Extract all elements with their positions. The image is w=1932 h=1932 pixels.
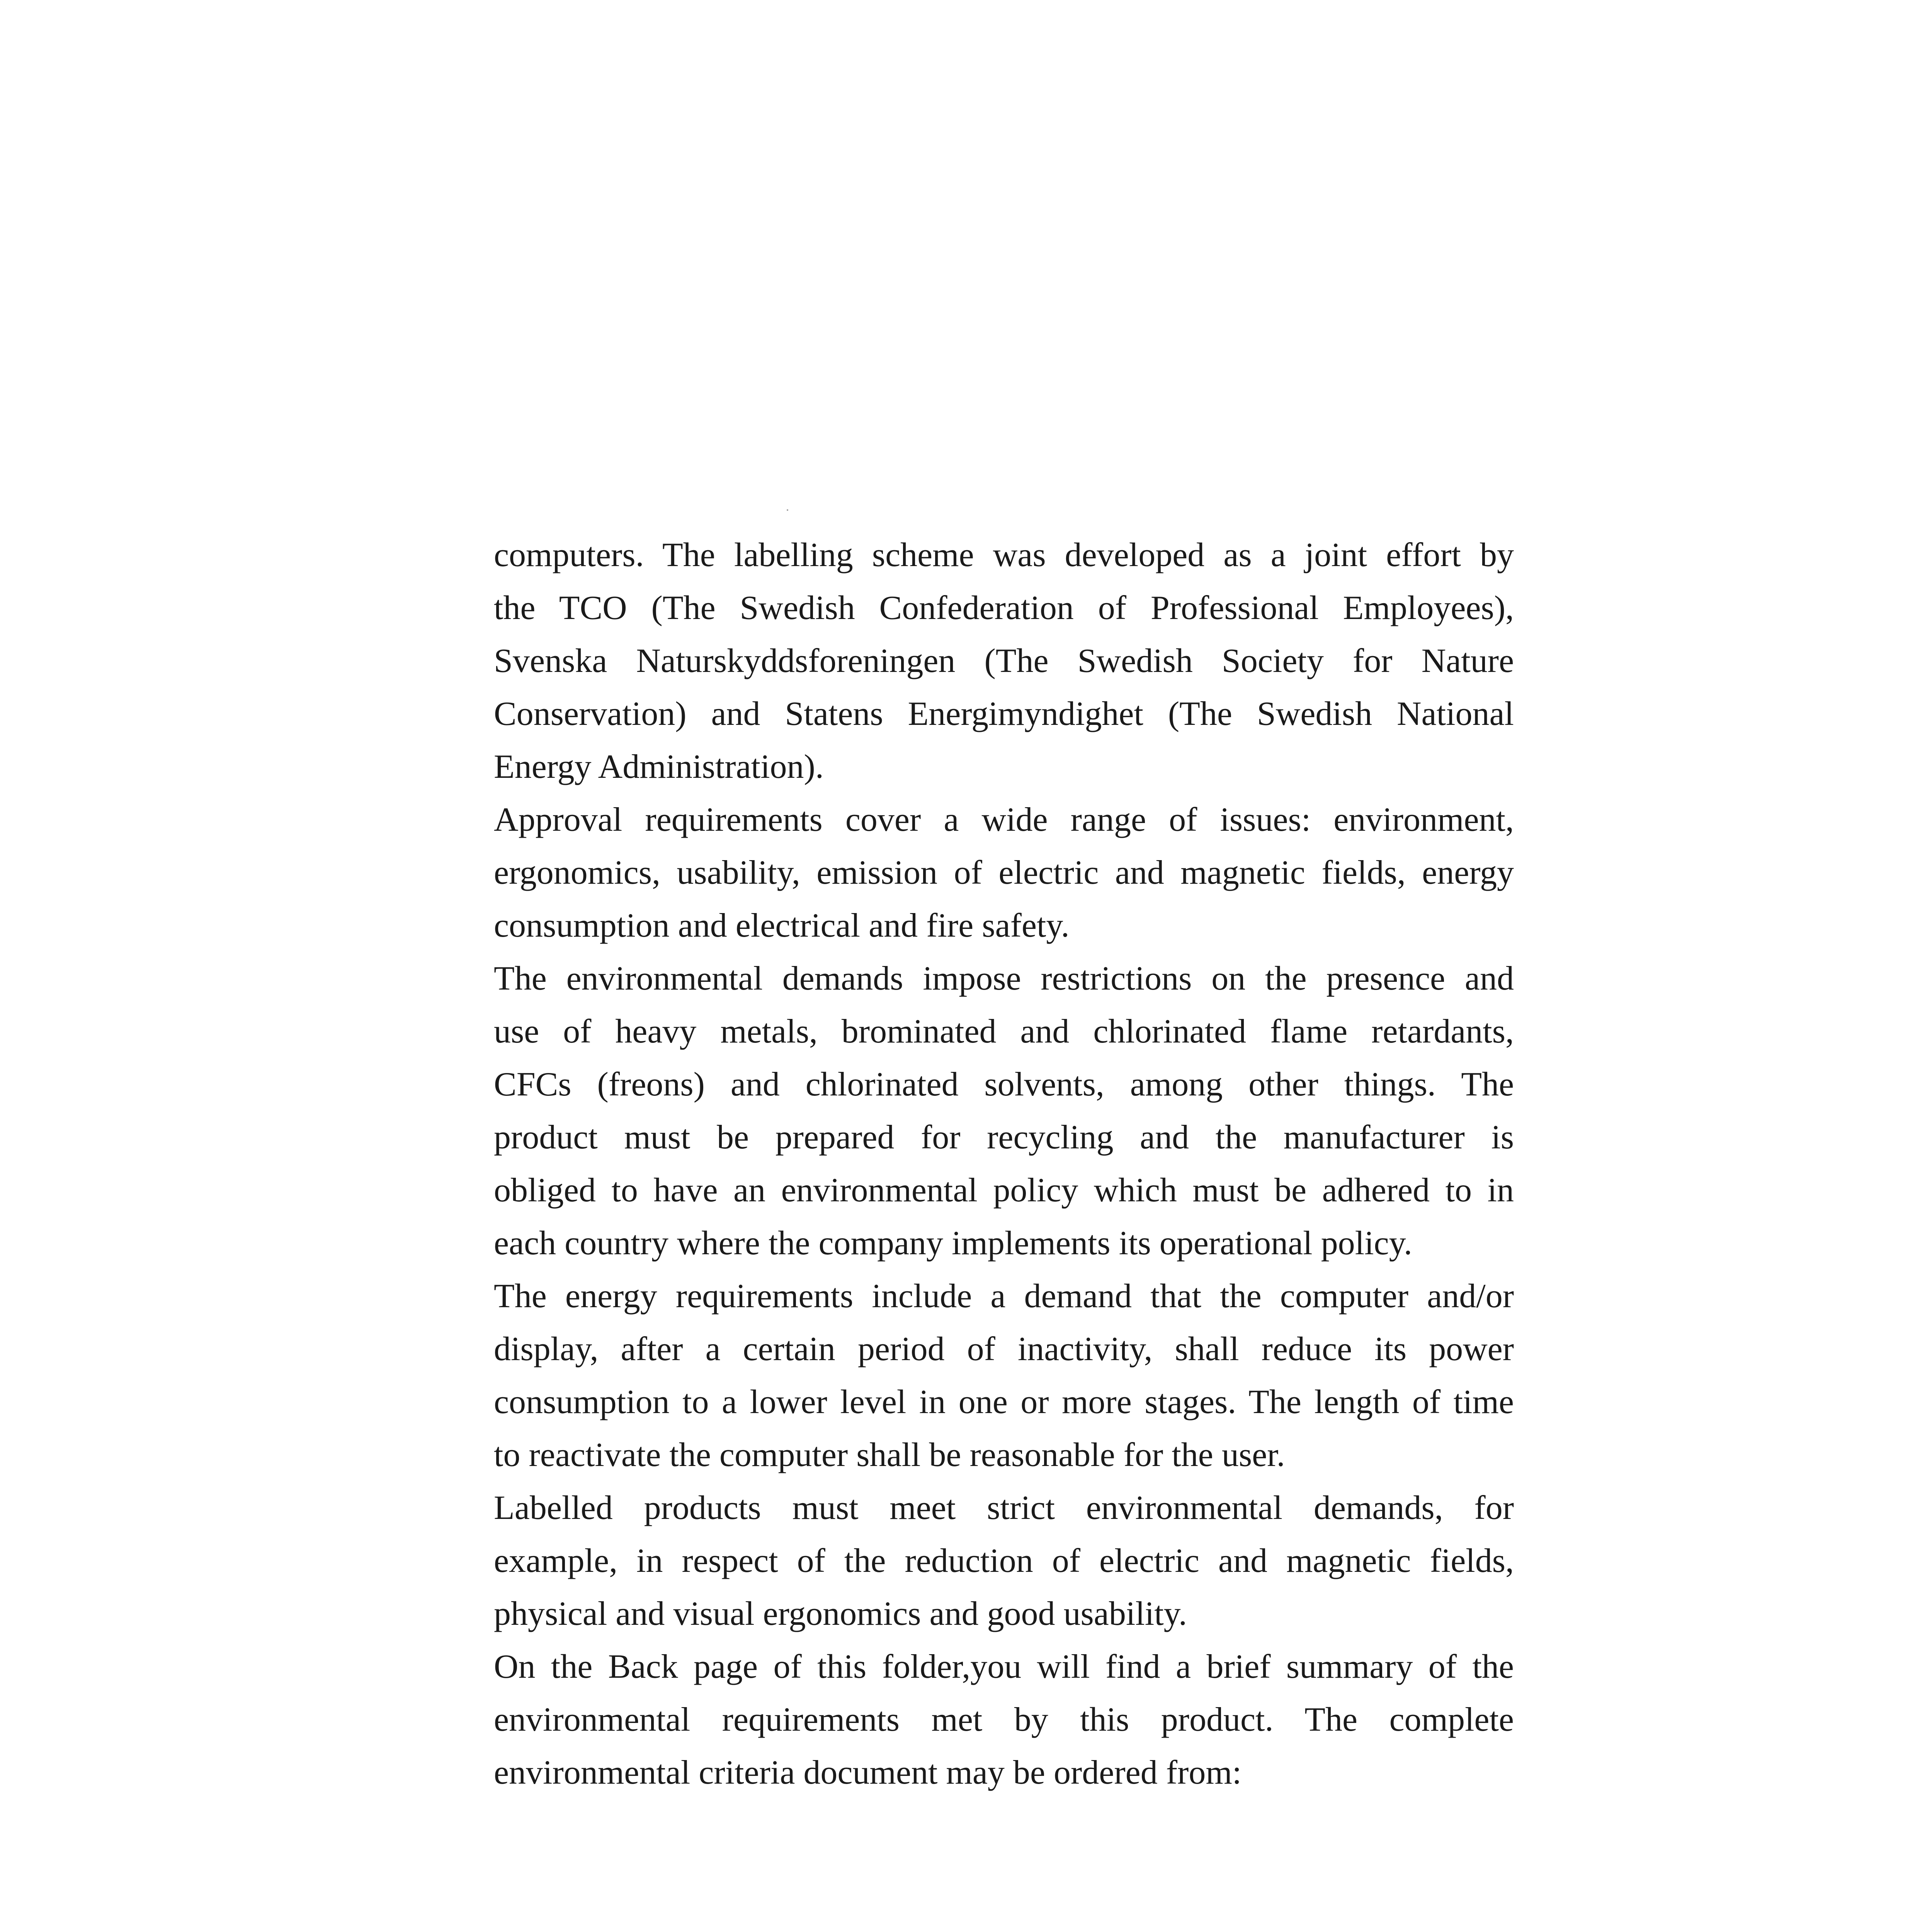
text-line: Svenska Naturskyddsforeningen (The Swedish Society for Nature: [494, 642, 1514, 680]
text-line: example, in respect of the reduction of electric and magnetic fields,: [494, 1542, 1514, 1580]
text-line: obliged to have an environmental policy which must be adhered to in: [494, 1172, 1514, 1209]
text-line: The environmental demands impose restrictions on the presence and: [494, 960, 1514, 997]
paragraph-back-page-summary: [494, 1640, 1514, 1799]
text-line: ergonomics, usability, emission of electric and magnetic fields, energy: [494, 854, 1514, 891]
text-line: computers. The labelling scheme was developed as a joint effort by: [494, 536, 1514, 574]
paragraph-energy-requirements: [494, 1270, 1514, 1481]
paragraph-approval-requirements: [494, 793, 1514, 952]
paragraph-environmental-demands: [494, 952, 1514, 1270]
text-line: Labelled products must meet strict environmental demands, for: [494, 1489, 1514, 1527]
text-line: display, after a certain period of inactivity, shall reduce its power: [494, 1330, 1514, 1368]
text-line: consumption and electrical and fire safety.: [494, 907, 1070, 944]
text-line: CFCs (freons) and chlorinated solvents, among other things. The: [494, 1066, 1514, 1103]
scan-speck: [787, 509, 788, 511]
text-line: the TCO (The Swedish Confederation of Professional Employees),: [494, 589, 1514, 627]
text-line: The energy requirements include a demand that the computer and/or: [494, 1277, 1514, 1315]
text-line: product must be prepared for recycling and the manufacturer is: [494, 1119, 1514, 1156]
text-line: Approval requirements cover a wide range of issues: environment,: [494, 801, 1514, 838]
text-line: consumption to a lower level in one or more stages. The length of time: [494, 1383, 1514, 1421]
paragraph-labelled-products: [494, 1481, 1514, 1640]
text-line: Energy Administration).: [494, 748, 824, 786]
text-line: environmental criteria document may be ordered from:: [494, 1754, 1242, 1791]
text-line: Conservation) and Statens Energimyndighet (The Swedish National: [494, 695, 1514, 733]
body-text: [494, 529, 1514, 1799]
paragraph-labelling-scheme: [494, 529, 1514, 793]
text-line: use of heavy metals, brominated and chlorinated flame retardants,: [494, 1013, 1514, 1050]
text-line: each country where the company implements its operational policy.: [494, 1225, 1412, 1262]
text-line: to reactivate the computer shall be reasonable for the user.: [494, 1436, 1285, 1474]
text-line: physical and visual ergonomics and good usability.: [494, 1595, 1187, 1633]
text-line: environmental requirements met by this product. The complete: [494, 1701, 1514, 1738]
text-line: On the Back page of this folder,you will find a brief summary of the: [494, 1648, 1514, 1685]
